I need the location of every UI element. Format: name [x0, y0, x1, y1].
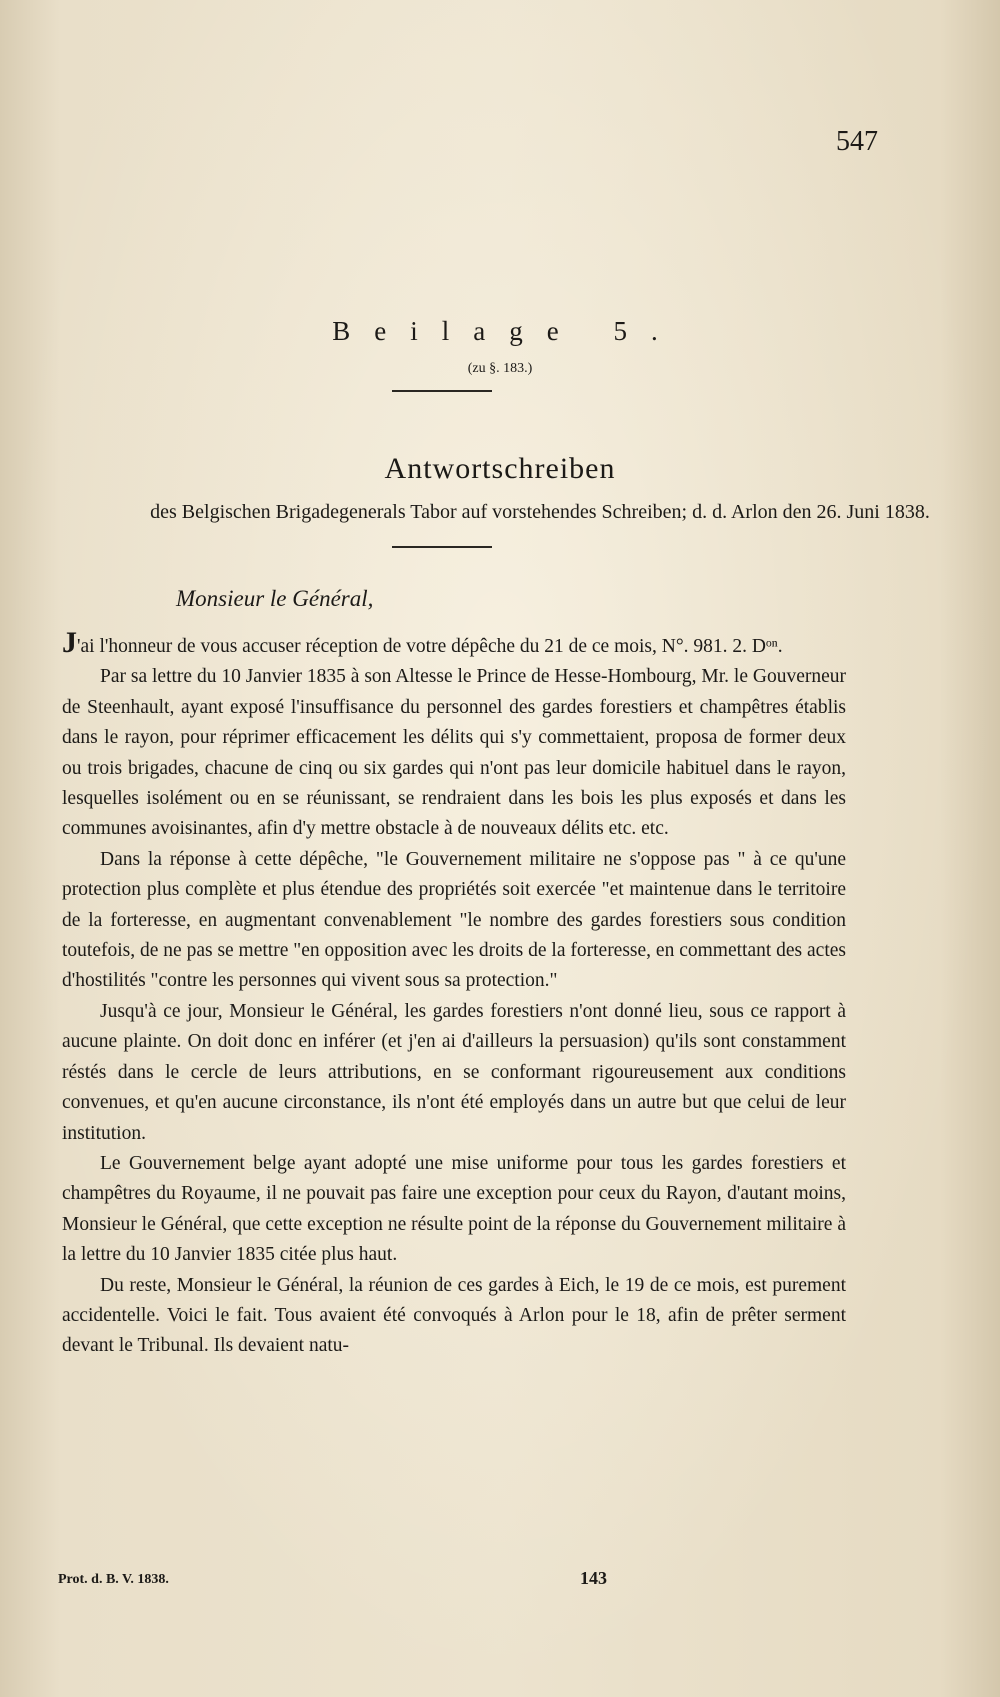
- salutation: Monsieur le Général,: [176, 586, 374, 611]
- paragraph: Dans la réponse à cette dépêche, "le Gouvernement militaire ne s'oppose pas " à ce qu'une protection plus complète et plus étendue des propriétés soit exercée "et maintenue dans le territoire de la forteresse, en augmentant convenablement "le nombre des gardes forestiers sous condition toutefois, de ne pas se mettre "en opposition avec les droits de la forteresse, en commettant des actes d'hostilités "contre les personnes qui vivent sous sa protection.": [62, 848, 846, 992]
- divider-rule: [392, 390, 492, 392]
- paragraph-text: 'ai l'honneur de vous accuser réception de votre dépêche du 21 de ce mois, N°. 981. 2. Dᵒⁿ.: [77, 636, 783, 657]
- footer-reference: Prot. d. B. V. 1838.: [58, 1572, 169, 1587]
- paragraph: Jusqu'à ce jour, Monsieur le Général, les gardes forestiers n'ont donné lieu, sous ce rapport à aucune plainte. On doit donc en inférer (et j'en ai d'ailleurs la persuasion) qu'ils sont constamment réstés dans le cercle de leurs attributions, en se conformant rigoureusement aux conditions convenues, et qu'en aucune circonstance, ils n'ont été employés dans un autre but que celui de leur institution.: [62, 1000, 846, 1144]
- section-reference: (zu §. 183.): [467, 361, 533, 376]
- letter-heading: Antwortschreiben: [384, 452, 616, 485]
- appendix-title: Beilage 5.: [332, 316, 682, 346]
- paragraph: Le Gouvernement belge ayant adopté une mise uniforme pour tous les gardes forestiers et champêtres du Royaume, il ne pouvait pas faire une exception pour ceux du Rayon, d'autant moins, Monsieur le Général, que cette exception ne résulte point de la réponse du Gouvernement militaire à la lettre du 10 Janvier 1835 citée plus haut.: [62, 1152, 846, 1266]
- paragraph: Par sa lettre du 10 Janvier 1835 à son Altesse le Prince de Hesse-Hombourg, Mr. le Gouverneur de Steenhault, ayant exposé l'insuffisance du personnel des gardes forestiers et champêtres établis dans le rayon, pour réprimer efficacement les délits qui s'y commettaient, proposa de former deux ou trois brigades, chacune de cinq ou six gardes qui n'ont pas leur domicile habituel dans le rayon, lesquelles isolément ou en se réunissant, se rendraient dans les bois les plus exposés et dans les communes avoisinantes, afin d'y mettre obstacle à de nouveaux délits etc. etc.: [62, 666, 846, 840]
- paragraph: Du reste, Monsieur le Général, la réunion de ces gardes à Eich, le 19 de ce mois, est purement accidentelle. Voici le fait. Tous avaient été convoqués à Arlon pour le 18, afin de prêter serment devant le Tribunal. Ils devaient natu-: [62, 1274, 846, 1357]
- letter-body: [62, 626, 846, 1362]
- letter-subheading: des Belgischen Brigadegenerals Tabor auf vorstehendes Schreiben; d. d. Arlon den 26. Juni 1838.: [150, 501, 930, 523]
- paragraph: [62, 626, 846, 662]
- signature-mark: 143: [580, 1568, 607, 1588]
- page-number: 547: [836, 126, 878, 157]
- divider-rule: [392, 546, 492, 548]
- drop-cap: J: [62, 626, 77, 659]
